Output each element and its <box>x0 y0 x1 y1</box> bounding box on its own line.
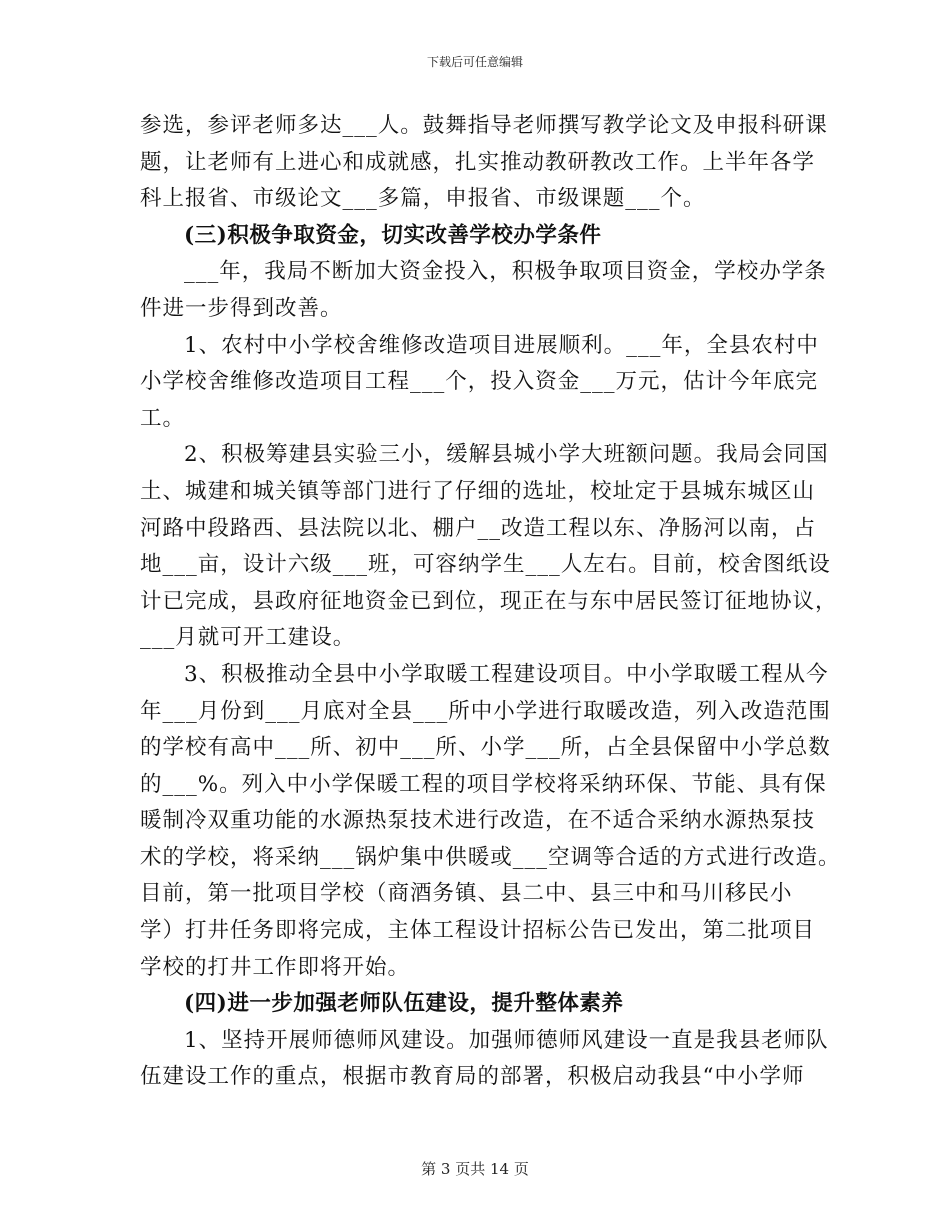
text-line: 3、积极推动全县中小学取暖工程建设项目。中小学取暖工程从今 <box>184 661 829 687</box>
section-heading: (三)积极争取资金，切实改善学校办学条件 <box>184 222 602 248</box>
section-heading: (四)进一步加强老师队伍建设，提升整体素养 <box>184 991 624 1017</box>
text-line: 年___月份到___月底对全县___所中小学进行取暖改造，列入改造范围 <box>140 698 831 724</box>
text-line: 学校的打井工作即将开始。 <box>140 954 411 980</box>
text-line: 1、农村中小学校舍维修改造项目进展顺利。___年，全县农村中 <box>184 332 819 358</box>
text-line: ___月就可开工建设。 <box>140 625 356 651</box>
text-line: 工。 <box>140 405 186 431</box>
page-body <box>140 108 841 1096</box>
text-line: 小学校舍维修改造项目工程___个，投入资金___万元，估计今年底完 <box>140 369 819 395</box>
text-line: 的学校有高中___所、初中___所、小学___所，占全县保留中小学总数 <box>140 735 831 761</box>
text-line: 伍建设工作的重点，根据市教育局的部署，积极启动我县“中小学师 <box>140 1064 805 1090</box>
text-line: 术的学校，将采纳___锅炉集中供暖或___空调等合适的方式进行改造。 <box>140 844 841 870</box>
text-line: ___年，我局不断加大资金投入，积极争取项目资金，学校办学条 <box>184 259 827 285</box>
text-line: 1、坚持开展师德师风建设。加强师德师风建设一直是我县老师队 <box>184 1027 829 1053</box>
text-line: 计已完成，县政府征地资金已到位，现正在与东中居民签订征地协议， <box>140 588 838 614</box>
page-header: 下载后可任意编辑 <box>426 55 523 69</box>
text-line: 题，让老师有上进心和成就感，扎实推动教研教改工作。上半年各学 <box>140 149 816 175</box>
text-line: 土、城建和城关镇等部门进行了仔细的选址，校址定于县城东城区山 <box>140 478 816 504</box>
page-footer: 第 3 页共 14 页 <box>421 1160 529 1178</box>
text-line: 目前，第一批项目学校（商酒务镇、县二中、县三中和马川移民小 <box>140 881 793 907</box>
text-line: 参选，参评老师多达___人。鼓舞指导老师撰写教学论文及申报科研课 <box>140 113 828 138</box>
text-line: 学）打井任务即将完成，主体工程设计招标公告已发出，第二批项目 <box>140 918 816 944</box>
text-line: 河路中段路西、县法院以北、棚户__改造工程以东、净肠河以南，占 <box>140 515 817 541</box>
text-line: 暖制冷双重功能的水源热泵技术进行改造，在不适合采纳水源热泵技 <box>140 808 816 834</box>
text-line: 科上报省、市级论文___多篇，申报省、市级课题___个。 <box>140 186 706 212</box>
text-line: 地___亩，设计六级___班，可容纳学生___人左右。目前，校舍图纸设 <box>140 552 831 578</box>
text-line: 的___%。列入中小学保暖工程的项目学校将采纳环保、节能、具有保 <box>140 771 827 797</box>
text-line: 件进一步得到改善。 <box>140 295 343 321</box>
text-line: 2、积极筹建县实验三小，缓解县城小学大班额问题。我局会同国 <box>184 442 829 468</box>
